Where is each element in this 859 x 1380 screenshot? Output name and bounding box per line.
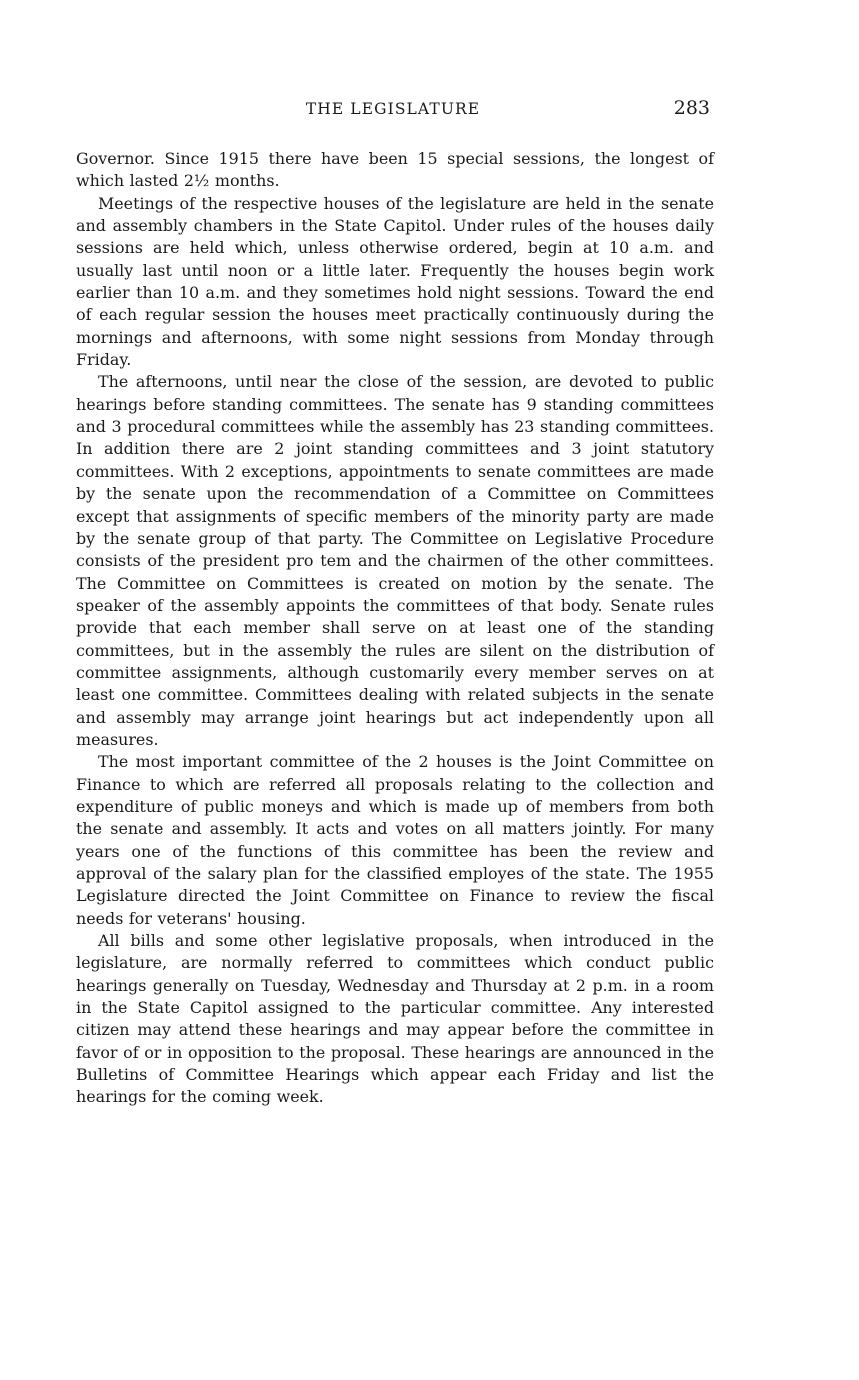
page-number: 283 <box>673 97 710 119</box>
paragraph-joint-committee-finance: The most important committee of the 2 houses is the Joint Committee on Finance to which are referred all proposals relating to the collection and expenditure of public moneys and which is made up of members from both the senate and assembly. It acts and votes on all matters jointly. For many years one of the functions of this committee has been the review and approval of the salary plan for the classified employes of the state. The 1955 Legislature directed the Joint Committee on Finance to review the fiscal needs for veterans' housing. <box>76 752 714 928</box>
paragraph-meetings: Meetings of the respective houses of the legislature are held in the senate and assembly chambers in the State Capitol. Under rules of the houses daily sessions are held which, unless otherwise ordered, begin at 10 a.m. and usually last until noon or a little later. Frequently the houses begin work earlier than 10 a.m. and they sometimes hold night sessions. Toward the end of each regular session the houses meet practically continuously during the mornings and afternoons, with some night sessions from Monday through Friday. <box>76 193 714 370</box>
page-title: THE LEGISLATURE <box>305 100 481 118</box>
running-head <box>76 97 710 123</box>
paragraph-afternoons-committees: The afternoons, until near the close of the session, are devoted to public hearings before standing committees. The senate has 9 standing committees and 3 procedural committees while the assembly has 23 standing committees. In addition there are 2 joint standing committees and 3 joint statutory committees. With 2 exceptions, appointments to senate committees are made by the senate upon the recommendation of a Committee on Committees except that assignments of specific members of the minority party are made by the senate group of that party. The Committee on Legislative Procedure consists of the president pro tem and the chairmen of the other committees. The Committee on Committees is created on motion by the senate. The speaker of the assembly appoints the committees of that body. Senate rules provide that each member shall serve on at least one of the standing committees, but in the assembly the rules are silent on the distribution of committee assignments, although customarily every member serves on at least one committee. Committees dealing with related subjects in the senate and assembly may arrange joint hearings but act independently upon all measures. <box>76 372 714 749</box>
paragraph-governor-sessions: Governor. Since 1915 there have been 15 special sessions, the longest of which lasted 2½ months. <box>76 149 714 191</box>
paragraph-bills-hearings: All bills and some other legislative proposals, when introduced in the legislature, are normally referred to committees which conduct public hearings generally on Tuesday, Wednesday and Thursday at 2 p.m. in a room in the State Capitol assigned to the particular committee. Any interested citizen may attend these hearings and may appear before the committee in favor of or in opposition to the proposal. These hearings are announced in the Bulletins of Committee Hearings which appear each Friday and list the hearings for the coming week. <box>76 931 714 1107</box>
body-text <box>76 148 714 1109</box>
